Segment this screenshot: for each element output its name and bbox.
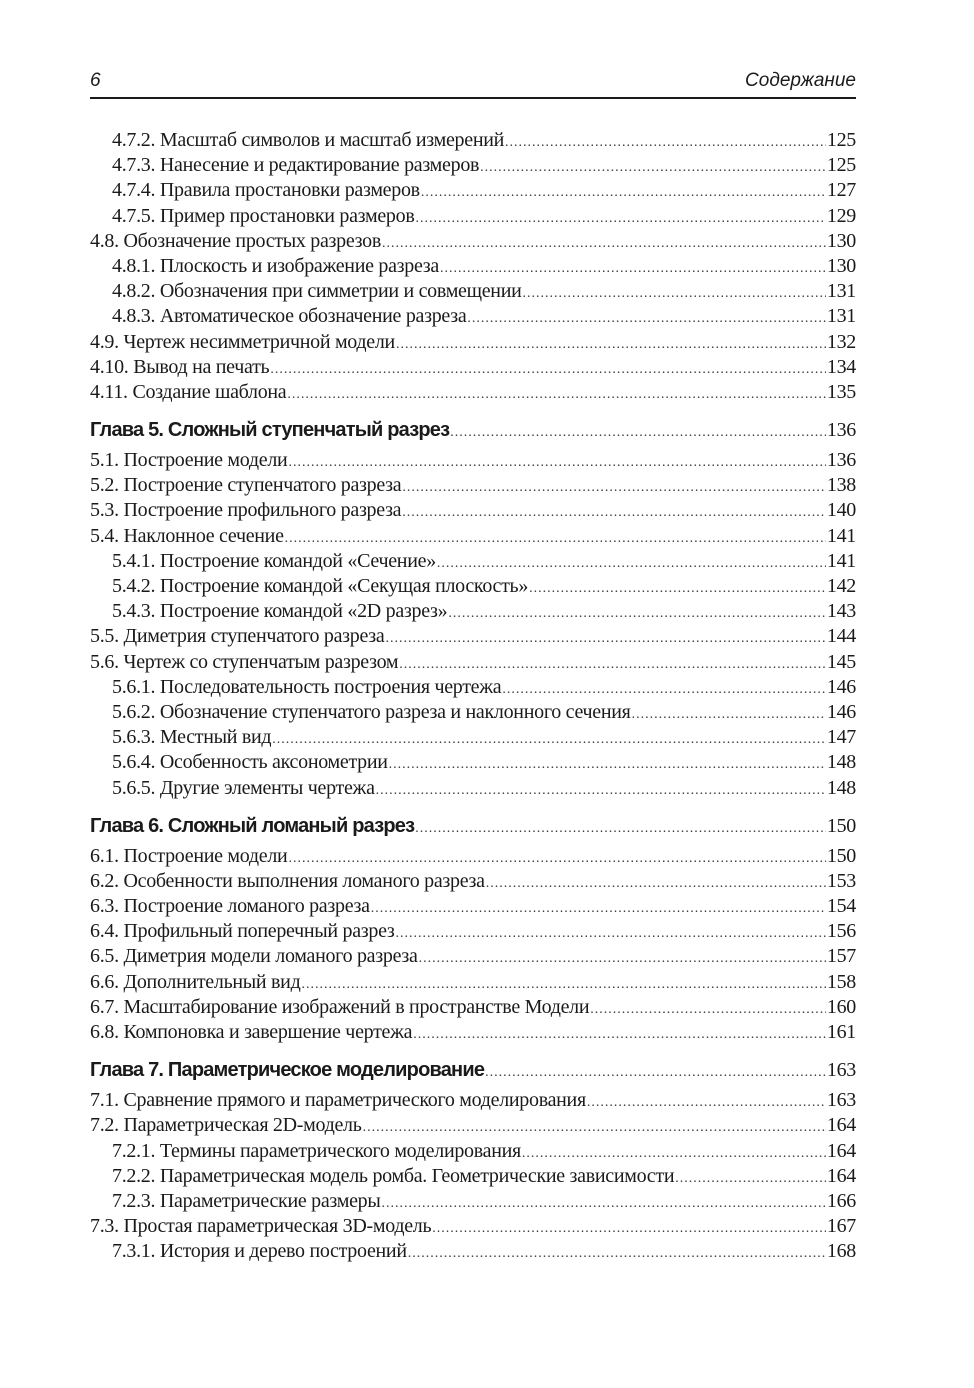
toc-section-entry[interactable] <box>90 229 856 254</box>
entry-title: 4.8.2. Обозначения при симметрии и совмещении <box>112 280 522 303</box>
dot-leader <box>529 576 826 601</box>
toc-subsection-entry[interactable] <box>90 750 856 775</box>
entry-title: 4.7.4. Правила простановки размеров <box>112 179 420 202</box>
toc-subsection-entry[interactable] <box>90 128 856 153</box>
dot-leader <box>408 1241 826 1266</box>
entry-page: 125 <box>826 129 856 151</box>
entry-page: 164 <box>826 1114 856 1137</box>
dot-leader <box>415 816 826 842</box>
dot-leader <box>415 206 825 231</box>
entry-title: 5.4.2. Построение командой «Секущая плоскость» <box>112 575 529 597</box>
dot-leader <box>363 1115 826 1140</box>
entry-page: 161 <box>826 1021 856 1043</box>
entry-title: 5.6.4. Особенность аксонометрии <box>112 751 388 774</box>
entry-title: 4.7.2. Масштаб символов и масштаб измерений <box>112 129 505 151</box>
dot-leader <box>448 601 826 626</box>
dot-leader <box>285 526 826 551</box>
chapter-heading[interactable] <box>90 417 856 443</box>
chapter-page: 136 <box>826 419 856 442</box>
entry-page: 160 <box>826 995 856 1018</box>
dot-leader <box>376 778 826 803</box>
entry-title: 7.3.1. История и дерево построений <box>112 1240 407 1263</box>
entry-page: 140 <box>826 499 856 522</box>
entry-page: 164 <box>826 1139 856 1162</box>
entry-page: 130 <box>826 229 856 252</box>
toc-section-entry[interactable] <box>90 524 856 549</box>
toc-section-entry[interactable] <box>90 1088 856 1113</box>
entry-page: 150 <box>826 844 856 867</box>
toc-section-entry[interactable] <box>90 498 856 523</box>
toc-section-entry[interactable] <box>90 944 856 969</box>
dot-leader <box>396 332 826 357</box>
entry-page: 127 <box>826 179 856 202</box>
entry-title: 4.7.5. Пример простановки размеров <box>112 204 415 227</box>
dot-leader <box>450 420 826 446</box>
entry-page: 138 <box>826 474 856 497</box>
section-title: Содержание <box>745 70 856 91</box>
entry-title: 6.7. Масштабирование изображений в пространстве Модели <box>90 995 590 1018</box>
entry-page: 145 <box>826 650 856 673</box>
entry-page: 147 <box>826 726 856 749</box>
dot-leader <box>272 727 826 752</box>
toc-section-entry[interactable] <box>90 330 856 355</box>
entry-title: 5.6.3. Местный вид <box>112 726 272 749</box>
chapter-title: Глава 7. Параметрическое моделирование <box>90 1059 485 1082</box>
entry-title: 5.5. Диметрия ступенчатого разреза <box>90 625 385 648</box>
toc-subsection-entry[interactable] <box>90 254 856 279</box>
toc-section-entry[interactable] <box>90 869 856 894</box>
dot-leader <box>587 1090 826 1115</box>
toc-subsection-entry[interactable] <box>90 1139 856 1164</box>
chapter-page: 163 <box>826 1059 856 1082</box>
toc-subsection-entry[interactable] <box>90 279 856 304</box>
toc-subsection-entry[interactable] <box>90 304 856 329</box>
entry-page: 134 <box>826 355 856 378</box>
entry-title: 6.5. Диметрия модели ломаного разреза <box>90 945 418 968</box>
entry-page: 146 <box>826 700 856 723</box>
entry-page: 144 <box>826 625 856 648</box>
dot-leader <box>419 946 826 971</box>
toc-subsection-entry[interactable] <box>90 1239 856 1264</box>
chapter-page: 150 <box>826 814 856 837</box>
toc-subsection-entry[interactable] <box>90 204 856 229</box>
dot-leader <box>480 155 826 180</box>
entry-title: 5.2. Построение ступенчатого разреза <box>90 474 402 497</box>
entry-page: 141 <box>826 549 856 572</box>
dot-leader <box>396 921 826 946</box>
entry-title: 6.1. Построение модели <box>90 844 288 867</box>
entry-title: 5.3. Построение профильного разреза <box>90 499 402 522</box>
entry-title: 5.4.3. Построение командой «2D разрез» <box>112 600 448 623</box>
entry-page: 129 <box>826 204 856 227</box>
chapter-heading[interactable] <box>90 813 856 839</box>
entry-title: 4.9. Чертеж несимметричной модели <box>90 330 395 353</box>
dot-leader <box>382 1191 826 1216</box>
entry-title: 7.2.3. Параметрические размеры <box>112 1189 381 1212</box>
running-header <box>90 68 856 99</box>
dot-leader <box>399 652 826 677</box>
toc-subsection-entry[interactable] <box>90 574 856 599</box>
toc-subsection-entry[interactable] <box>90 700 856 725</box>
entry-title: 6.4. Профильный поперечный разрез <box>90 920 395 943</box>
dot-leader <box>432 1216 826 1241</box>
entry-title: 7.2. Параметрическая 2D-модель <box>90 1114 362 1137</box>
toc-section-entry[interactable] <box>90 650 856 675</box>
dot-leader <box>440 256 826 281</box>
toc-section-entry[interactable] <box>90 1113 856 1138</box>
dot-leader <box>523 281 826 306</box>
dot-leader <box>502 677 826 702</box>
entry-page: 154 <box>826 895 856 918</box>
entry-page: 157 <box>826 945 856 968</box>
dot-leader <box>675 1166 826 1191</box>
entry-page: 143 <box>826 600 856 623</box>
entry-title: 4.8.1. Плоскость и изображение разреза <box>112 254 439 277</box>
entry-title: 5.4.1. Построение командой «Сечение» <box>112 549 436 572</box>
toc-section-entry[interactable] <box>90 355 856 380</box>
entry-title: 6.8. Компоновка и завершение чертежа <box>90 1021 413 1043</box>
entry-title: 6.6. Дополнительный вид <box>90 970 301 993</box>
toc-section-entry[interactable] <box>90 1214 856 1239</box>
dot-leader <box>413 1022 826 1047</box>
entry-page: 153 <box>826 869 856 892</box>
chapter-title: Глава 6. Сложный ломаный разрез <box>90 814 415 837</box>
toc-section-entry[interactable] <box>90 844 856 869</box>
dot-leader <box>421 180 826 205</box>
toc-subsection-entry[interactable] <box>90 776 856 801</box>
entry-title: 5.1. Построение модели <box>90 449 288 472</box>
dot-leader <box>467 306 826 331</box>
entry-title: 4.8. Обозначение простых разрезов <box>90 229 381 252</box>
entry-title: 7.2.1. Термины параметрического моделирования <box>112 1139 521 1162</box>
toc-section-entry[interactable] <box>90 448 856 473</box>
entry-title: 7.3. Простая параметрическая 3D-модель <box>90 1215 432 1238</box>
dot-leader <box>402 475 826 500</box>
dot-leader <box>288 450 825 475</box>
dot-leader <box>301 972 825 997</box>
toc-subsection-entry[interactable] <box>90 675 856 700</box>
entry-title: 7.2.2. Параметрическая модель ромба. Геометрические зависимости <box>112 1164 675 1187</box>
toc-subsection-entry[interactable] <box>90 599 856 624</box>
dot-leader <box>522 1141 826 1166</box>
entry-title: 5.6.2. Обозначение ступенчатого разреза и наклонного сечения <box>112 700 631 723</box>
entry-page: 148 <box>826 751 856 774</box>
toc-section-entry[interactable] <box>90 919 856 944</box>
toc-section-entry[interactable] <box>90 380 856 405</box>
entry-title: 4.10. Вывод на печать <box>90 355 270 378</box>
entry-page: 164 <box>826 1164 856 1187</box>
entry-title: 6.3. Построение ломаного разреза <box>90 895 370 918</box>
entry-page: 166 <box>826 1189 856 1212</box>
entry-title: 4.8.3. Автоматическое обозначение разреза <box>112 305 467 328</box>
toc-section-entry[interactable] <box>90 970 856 995</box>
dot-leader <box>389 752 826 777</box>
entry-page: 167 <box>826 1215 856 1238</box>
dot-leader <box>270 357 826 382</box>
entry-title: 4.7.3. Нанесение и редактирование размеров <box>112 154 480 177</box>
entry-page: 148 <box>826 776 856 799</box>
dot-leader <box>437 551 826 576</box>
entry-title: 6.2. Особенности выполнения ломаного разреза <box>90 869 485 892</box>
entry-page: 146 <box>826 675 856 698</box>
entry-page: 168 <box>826 1240 856 1263</box>
entry-page: 131 <box>826 280 856 303</box>
chapter-heading[interactable] <box>90 1057 856 1083</box>
dot-leader <box>402 500 826 525</box>
entry-page: 163 <box>826 1089 856 1112</box>
toc-subsection-entry[interactable] <box>90 725 856 750</box>
entry-page: 131 <box>826 305 856 328</box>
entry-page: 142 <box>826 575 856 597</box>
dot-leader <box>590 997 826 1022</box>
entry-page: 135 <box>826 380 856 403</box>
toc-subsection-entry[interactable] <box>90 1164 856 1189</box>
dot-leader <box>288 846 825 871</box>
entry-title: 5.4. Наклонное сечение <box>90 524 284 547</box>
dot-leader <box>505 130 826 155</box>
entry-title: 7.1. Сравнение прямого и параметрического моделирования <box>90 1089 586 1112</box>
page-number: 6 <box>90 70 101 91</box>
entry-page: 156 <box>826 920 856 943</box>
entry-page: 125 <box>826 154 856 177</box>
entry-page: 141 <box>826 524 856 547</box>
entry-title: 4.11. Создание шаблона <box>90 380 287 403</box>
entry-title: 5.6.5. Другие элементы чертежа <box>112 776 375 799</box>
dot-leader <box>385 626 825 651</box>
entry-title: 5.6.1. Последовательность построения чертежа <box>112 675 502 698</box>
toc-section-entry[interactable] <box>90 473 856 498</box>
toc-subsection-entry[interactable] <box>90 178 856 203</box>
dot-leader <box>287 382 826 407</box>
table-of-contents <box>90 128 856 1265</box>
toc-subsection-entry[interactable] <box>90 1189 856 1214</box>
entry-title: 5.6. Чертеж со ступенчатым разрезом <box>90 650 399 673</box>
chapter-title: Глава 5. Сложный ступенчатый разрез <box>90 419 450 442</box>
toc-section-entry[interactable] <box>90 624 856 649</box>
toc-section-entry[interactable] <box>90 995 856 1020</box>
toc-section-entry[interactable] <box>90 894 856 919</box>
entry-page: 130 <box>826 254 856 277</box>
entry-page: 136 <box>826 449 856 472</box>
toc-section-entry[interactable] <box>90 1020 856 1045</box>
dot-leader <box>371 896 826 921</box>
dot-leader <box>382 231 826 256</box>
entry-page: 158 <box>826 970 856 993</box>
toc-subsection-entry[interactable] <box>90 549 856 574</box>
dot-leader <box>486 871 826 896</box>
entry-page: 132 <box>826 330 856 353</box>
dot-leader <box>632 702 826 727</box>
dot-leader <box>485 1060 826 1086</box>
toc-subsection-entry[interactable] <box>90 153 856 178</box>
